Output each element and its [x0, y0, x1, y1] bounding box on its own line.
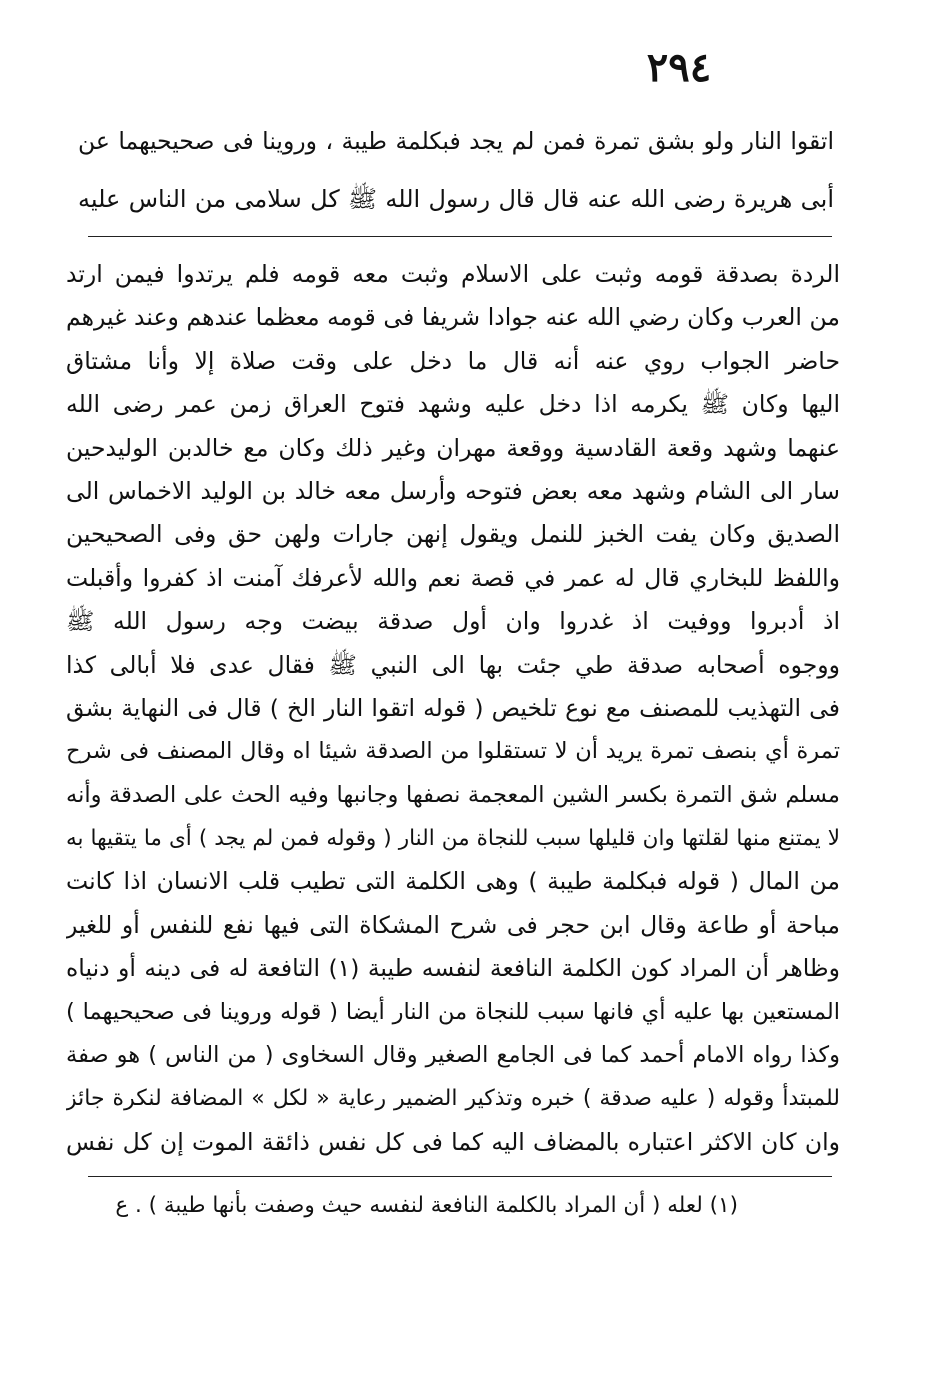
commentary-line: مسلم شق التمرة بكسر الشين المعجمة نصفها وجانبها وفيه الحث على الصدقة وأنه	[66, 781, 840, 808]
commentary-line: وظاهر أن المراد كون الكلمة النافعة لنفسه طيبة (١) التافعة له فى دينه أو دنياه	[66, 954, 840, 983]
commentary-line: من العرب وكان رضي الله عنه جوادا شريفا فى قومه معظما عندهم وعند غيرهم	[66, 303, 840, 332]
footnote: (١) لعله ( أن المراد بالكلمة النافعة لنفسه حيث وصفت بأنها طيبة ) . ع	[115, 1193, 738, 1218]
commentary-line: فى التهذيب للمصنف مع نوع تلخيص ( قوله اتقوا النار الخ ) قال فى النهاية بشق	[66, 693, 840, 722]
commentary-line: مباحة أو طاعة وقال ابن حجر فى شرح المشكاة التى فيها نفع للنفس أو للغير	[66, 910, 840, 939]
commentary-line: تمرة أي بنصف تمرة يريد أن لا تستقلوا من الصدقة شيئا اه وقال المصنف فى شرح	[66, 738, 840, 765]
commentary-line: حاضر الجواب روي عنه أنه قال ما دخل على وقت صلاة إلا وأنا مشتاق	[66, 346, 840, 375]
commentary-line: لا يمتنع منها لقلتها وان قليلها سبب للنجاة من النار ( وقوله فمن لم يجد ) أى ما يتقيها به	[66, 826, 840, 852]
hadith-text	[78, 112, 834, 228]
commentary-line: ووجوه أصحابه صدقة طي جئت بها الى النبي ﷺ فقال عدى فلا أبالى كذا	[66, 650, 840, 679]
commentary-line: وكذا رواه الامام أحمد كما فى الجامع الصغير وقال السخاوى ( من الناس ) هو صفة	[66, 1042, 840, 1069]
commentary-line: الصديق وكان يفت الخبز للنمل ويقول إنهن جارات ولهن حق وفى الصحيحين	[66, 520, 840, 549]
hadith-line: أبى هريرة رضى الله عنه قال قال رسول الله ﷺ كل سلامى من الناس عليه	[78, 185, 834, 213]
commentary-line: الردة بصدقة قومه وثبت على الاسلام وثبت معه قومه فلم يرتدوا فيمن ارتد	[66, 260, 840, 288]
hadith-line: اتقوا النار ولو بشق تمرة فمن لم يجد فبكلمة طيبة ، وروينا فى صحيحيهما عن	[78, 127, 834, 155]
commentary-line: المستعين بها عليه أي فانها سبب للنجاة من النار أيضا ( قوله وروينا فى صحيحيهما )	[66, 998, 840, 1025]
footnote-divider	[88, 1176, 832, 1177]
commentary-line: اليها وكان ﷺ يكرمه اذا دخل عليه وشهد فتوح العراق زمن عمر رضى الله	[66, 390, 840, 419]
commentary-line: للمبتدأ وقوله ( عليه صدقة ) خبره وتذكير الضمير رعاية « لكل » المضافة لنكرة جائز	[66, 1086, 840, 1112]
page-number: ٢٩٤	[646, 44, 712, 91]
commentary-line: من المال ( قوله فبكلمة طيبة ) وهى الكلمة التى تطيب قلب الانسان اذا كانت	[66, 867, 840, 896]
commentary-text	[66, 253, 840, 1164]
commentary-line: اذ أدبروا ووفيت اذ غدروا وان أول صدقة بيضت وجه رسول الله ﷺ	[66, 607, 840, 636]
commentary-line: واللفظ للبخاري قال له عمر في قصة نعم والله لأعرفك آمنت اذ كفروا وأقبلت	[66, 563, 840, 592]
commentary-line: وان كان الاكثر اعتباره بالمضاف اليه كما فى كل نفس ذائقة الموت إن كل نفس	[66, 1127, 840, 1156]
commentary-line: عنهما وشهد وقعة القادسية ووقعة مهران وغير ذلك وكان مع خالدبن الوليدحين	[66, 433, 840, 462]
commentary-line: سار الى الشام وشهد معه بعض فتوحه وأرسل معه خالد بن الوليد الاخماس الى	[66, 476, 840, 505]
top-divider	[88, 236, 832, 237]
